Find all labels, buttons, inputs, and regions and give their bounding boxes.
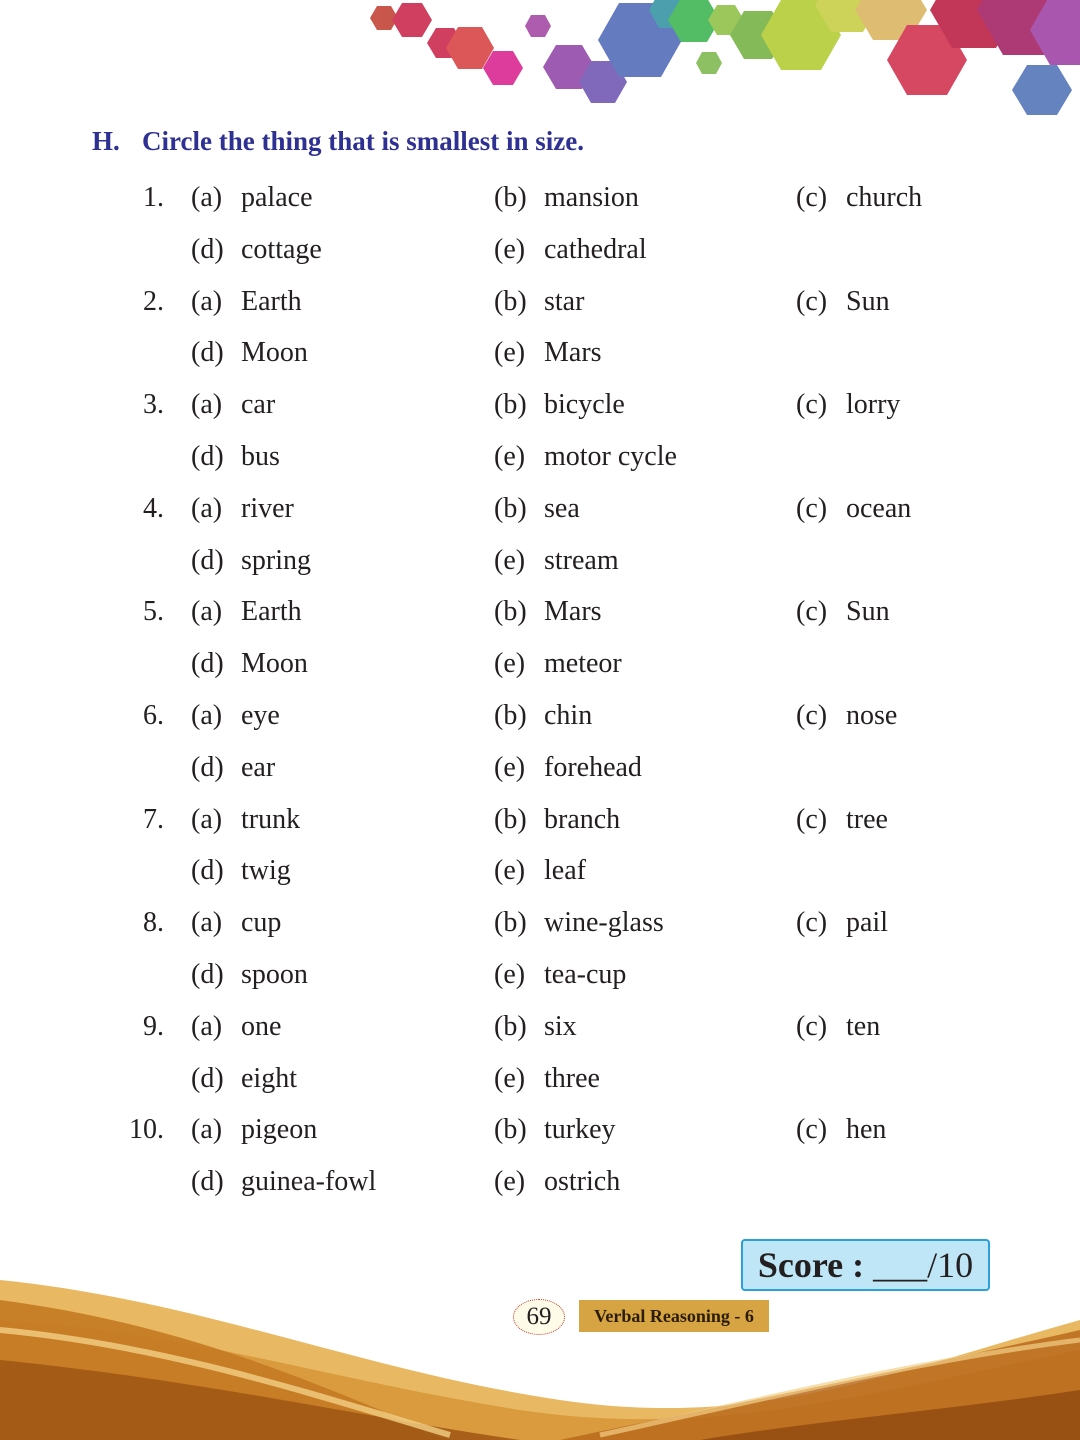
option-e: (e) motor cycle [494,440,677,472]
question-row [0,172,1080,224]
question-row [0,742,1080,794]
option-e: (e) ostrich [494,1166,621,1198]
option-d: (d) spring [191,544,311,576]
option-b: (b) Mars [494,596,602,628]
question-row [0,483,1080,535]
option-b: (b) wine-glass [494,907,664,939]
question-number: 4. [143,492,164,524]
score-box [741,1239,990,1291]
option-d: (d) Moon [191,337,308,369]
question-number: 1. [143,182,164,213]
option-a: (a) pigeon [191,1114,318,1146]
question-number: 8. [143,907,164,939]
question-number: 10. [129,1114,164,1146]
question-row [0,845,1080,897]
option-c: (c) Sun [796,596,890,628]
option-d: (d) guinea-fowl [191,1166,377,1198]
option-e: (e) cathedral [494,233,647,265]
option-b: (b) turkey [494,1114,616,1146]
option-a: (a) car [191,389,276,421]
question-row [0,224,1080,276]
option-e: (e) three [494,1062,600,1094]
question-row [0,949,1080,1001]
option-b: (b) star [494,285,585,317]
question-row [0,897,1080,949]
score-total: /10 [927,1245,974,1285]
option-c: (c) nose [796,699,898,731]
option-c: (c) hen [796,1114,887,1146]
option-c: (c) church [796,182,923,213]
option-d: (d) ear [191,751,276,783]
option-e: (e) tea-cup [494,958,627,990]
option-c: (c) ten [796,1010,881,1042]
option-a: (a) cup [191,907,282,939]
option-a: (a) one [191,1010,282,1042]
question-row [0,379,1080,431]
option-c: (c) tree [796,803,888,835]
question-row [0,638,1080,690]
option-b: (b) mansion [494,182,639,213]
question-row [0,535,1080,587]
option-b: (b) sea [494,492,580,524]
question-number: 5. [143,596,164,628]
question-row [0,1001,1080,1053]
score-blank: ___ [873,1245,928,1285]
option-a: (a) river [191,492,294,524]
hexagon-decoration [0,0,1080,130]
question-list [0,172,1080,1208]
option-e: (e) stream [494,544,619,576]
question-row [0,586,1080,638]
option-d: (d) bus [191,440,280,472]
question-number: 6. [143,699,164,731]
option-b: (b) bicycle [494,389,625,421]
option-a: (a) palace [191,182,313,213]
option-d: (d) twig [191,855,291,887]
option-e: (e) Mars [494,337,602,369]
option-d: (d) Moon [191,648,308,680]
question-row [0,431,1080,483]
option-a: (a) trunk [191,803,301,835]
option-c: (c) lorry [796,389,901,421]
option-d: (d) cottage [191,233,322,265]
question-number: 2. [143,285,164,317]
option-e: (e) leaf [494,855,586,887]
score-label: Score : [757,1245,865,1285]
option-d: (d) eight [191,1062,297,1094]
option-a: (a) Earth [191,596,302,628]
section-instruction: Circle the thing that is smallest in size. [142,126,584,156]
question-row [0,690,1080,742]
option-b: (b) branch [494,803,621,835]
option-c: (c) pail [796,907,888,939]
option-d: (d) spoon [191,958,308,990]
option-e: (e) meteor [494,648,622,680]
book-title: Verbal Reasoning - 6 [579,1300,769,1332]
option-a: (a) Earth [191,285,302,317]
question-row [0,794,1080,846]
option-c: (c) Sun [796,285,890,317]
question-row [0,1053,1080,1105]
option-e: (e) forehead [494,751,642,783]
question-row [0,1104,1080,1156]
option-b: (b) six [494,1010,577,1042]
page-number: 69 [513,1299,565,1335]
question-number: 9. [143,1010,164,1042]
question-row [0,276,1080,328]
question-number: 7. [143,803,164,835]
option-a: (a) eye [191,699,280,731]
question-row [0,327,1080,379]
option-b: (b) chin [494,699,593,731]
question-row [0,1156,1080,1208]
option-c: (c) ocean [796,492,912,524]
question-number: 3. [143,389,164,421]
section-heading [92,126,584,157]
section-letter: H. [92,126,120,156]
